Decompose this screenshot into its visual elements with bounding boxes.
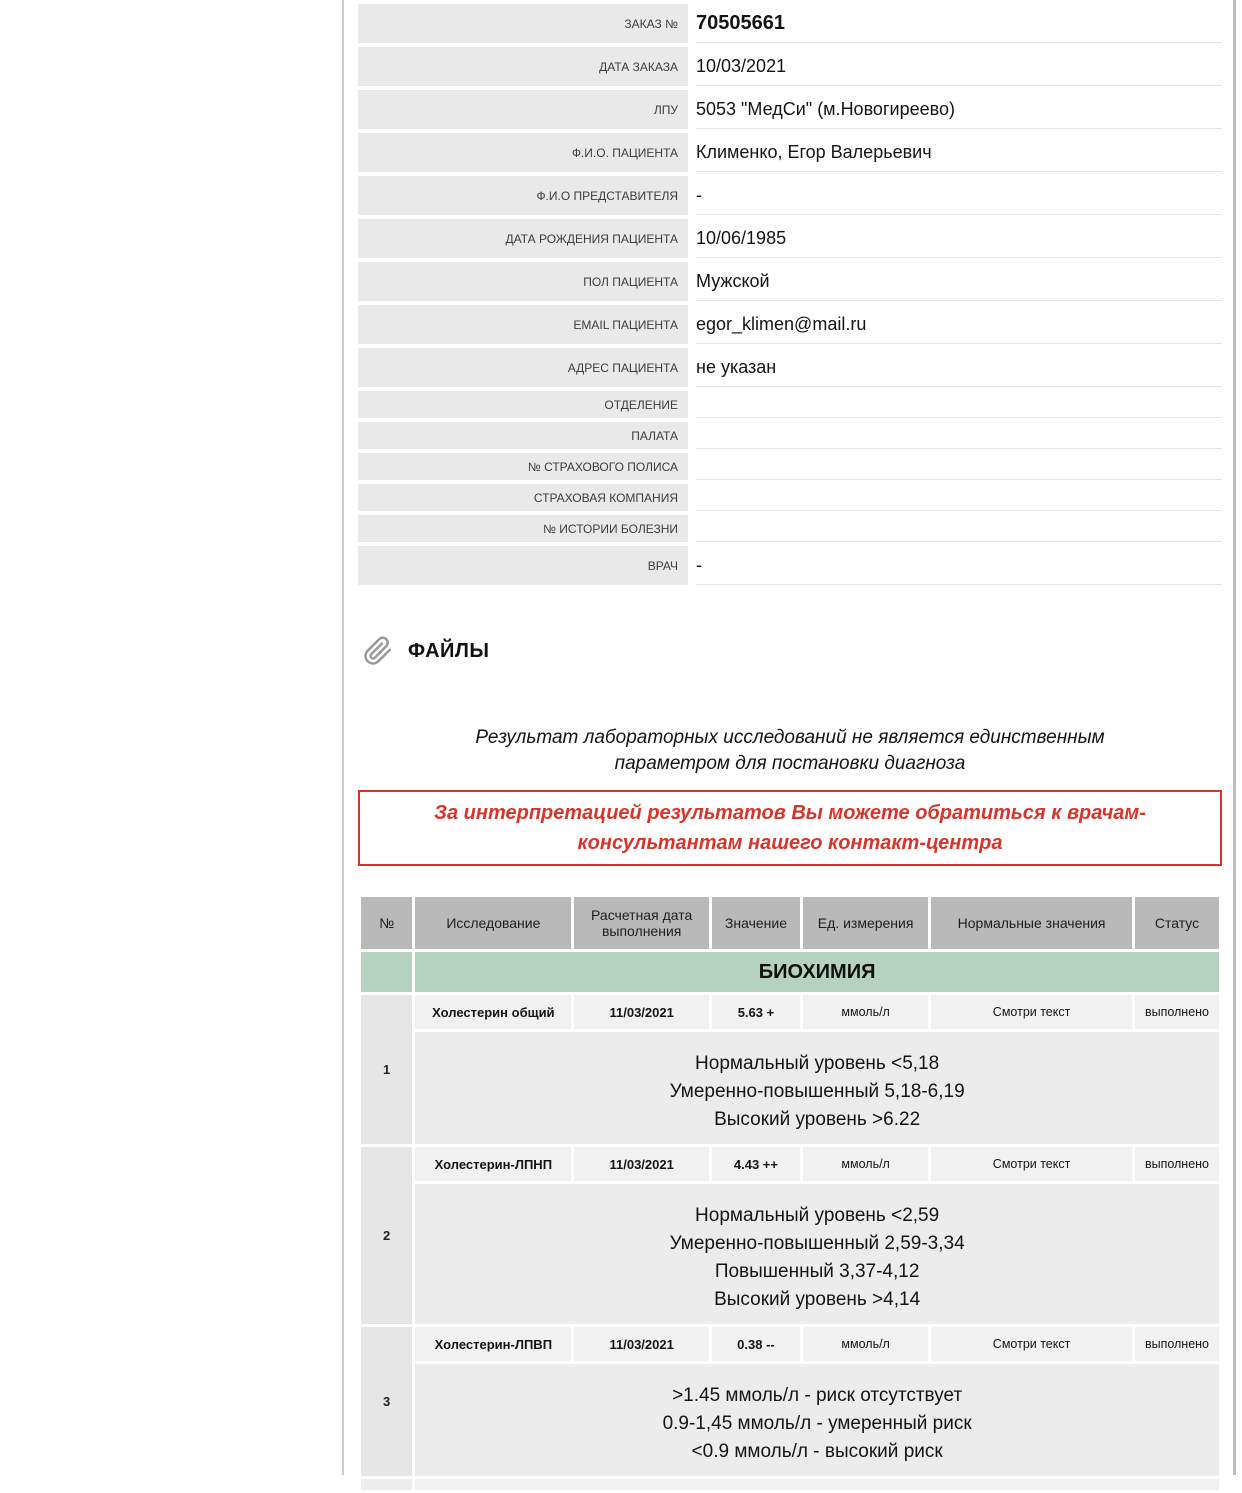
info-row (358, 484, 1222, 511)
test-unit-cell: ммоль/л (803, 1327, 928, 1361)
info-label: EMAIL ПАЦИЕНТА (358, 305, 688, 344)
info-row (358, 391, 1222, 418)
test-normal-cell: Смотри текст (931, 995, 1132, 1029)
info-row (358, 133, 1222, 172)
test-detail-text: >1.45 ммоль/л - риск отсутствует (672, 1385, 963, 1407)
info-row (358, 305, 1222, 344)
info-row (358, 90, 1222, 129)
info-value: egor_klimen@mail.ru (696, 305, 1222, 344)
test-value-cell: 5.63 + (712, 995, 800, 1029)
test-detail-row (361, 1032, 1219, 1144)
test-normal-cell: Смотри текст (931, 1147, 1132, 1181)
test-detail-text: Повышенный 3,37-4,12 (714, 1261, 920, 1283)
files-section-title: ФАЙЛЫ (408, 639, 490, 662)
info-value (696, 453, 1222, 480)
interpretation-warning-box (358, 790, 1222, 866)
test-detail-cell (415, 1184, 1219, 1324)
info-row (358, 4, 1222, 43)
info-label: ЛПУ (358, 90, 688, 129)
info-row (358, 47, 1222, 86)
column-header-3: Расчетная дата выполнения (574, 897, 708, 949)
info-label: ПОЛ ПАЦИЕНТА (358, 262, 688, 301)
info-row (358, 219, 1222, 258)
test-number-cell: 3 (361, 1327, 412, 1476)
info-label: СТРАХОВАЯ КОМПАНИЯ (358, 484, 688, 511)
section-header-row (361, 952, 1219, 992)
info-value: 10/03/2021 (696, 47, 1222, 86)
test-detail-row (361, 1364, 1219, 1476)
disclaimer-text (358, 725, 1222, 776)
info-row (358, 422, 1222, 449)
patient-info-table (358, 4, 1222, 585)
info-label: ПАЛАТА (358, 422, 688, 449)
test-detail-text: Нормальный уровень <2,59 (695, 1205, 940, 1227)
info-label: ДАТА РОЖДЕНИЯ ПАЦИЕНТА (358, 219, 688, 258)
info-row (358, 348, 1222, 387)
test-number-cell: 2 (361, 1147, 412, 1324)
column-header-2: Исследование (415, 897, 571, 949)
info-label: ДАТА ЗАКАЗА (358, 47, 688, 86)
disclaimer-line: параметром для постановки диагноза (614, 752, 966, 774)
info-value (696, 484, 1222, 511)
info-row (358, 262, 1222, 301)
info-value: - (696, 546, 1222, 585)
info-value (696, 391, 1222, 418)
test-detail-text: Высокий уровень >4,14 (714, 1289, 921, 1311)
test-value-cell: 0.38 -- (712, 1327, 800, 1361)
column-header-5: Ед. измерения (803, 897, 928, 949)
info-value: - (696, 176, 1222, 215)
info-value: 5053 "МедСи" (м.Новогиреево) (696, 90, 1222, 129)
section-header-num-cell (361, 952, 412, 992)
test-number-cell: 1 (361, 995, 412, 1144)
disclaimer-line: Результат лабораторных исследований не является единственным (475, 727, 1105, 748)
results-table (358, 894, 1222, 1493)
test-value-cell: 4.43 ++ (712, 1147, 800, 1181)
test-detail-cell (415, 1032, 1219, 1144)
column-header-1: № (361, 897, 412, 949)
info-row (358, 453, 1222, 480)
test-detail-text: 0.9-1,45 ммоль/л - умеренный риск (662, 1413, 972, 1435)
test-date-cell: 11/03/2021 (574, 1327, 708, 1361)
info-value (696, 422, 1222, 449)
test-status-cell: выполнено (1135, 1147, 1219, 1181)
info-value: 70505661 (696, 4, 1222, 43)
test-row (361, 1147, 1219, 1181)
info-value: не указан (696, 348, 1222, 387)
test-status-cell: выполнено (1135, 1327, 1219, 1361)
test-row (361, 995, 1219, 1029)
info-value: Клименко, Егор Валерьевич (696, 133, 1222, 172)
test-date-cell: 11/03/2021 (574, 1147, 708, 1181)
page-left-border (342, 0, 344, 1475)
test-unit-cell: ммоль/л (803, 995, 928, 1029)
info-row (358, 176, 1222, 215)
test-detail-text: <0.9 ммоль/л - высокий риск (691, 1441, 943, 1463)
test-name-cell: Холестерин общий (415, 995, 571, 1029)
test-unit-cell: ммоль/л (803, 1147, 928, 1181)
info-label: Ф.И.О. ПАЦИЕНТА (358, 133, 688, 172)
column-header-6: Нормальные значения (931, 897, 1132, 949)
info-label: ВРАЧ (358, 546, 688, 585)
section-title: БИОХИМИЯ (758, 960, 876, 983)
column-header-7: Статус (1135, 897, 1219, 949)
test-date-cell: 11/03/2021 (574, 995, 708, 1029)
paperclip-icon (363, 636, 393, 666)
test-detail-text: Умеренно-повышенный 2,59-3,34 (669, 1233, 965, 1255)
test-row (361, 1327, 1219, 1361)
column-header-4: Значение (712, 897, 800, 949)
test-detail-text: Высокий уровень >6.22 (714, 1109, 921, 1131)
test-status-cell: выполнено (1135, 995, 1219, 1029)
next-row-partial (361, 1479, 1219, 1490)
test-detail-text: Умеренно-повышенный 5,18-6,19 (669, 1081, 965, 1103)
info-label: ОТДЕЛЕНИЕ (358, 391, 688, 418)
next-row-number-cell (361, 1479, 412, 1490)
section-header-biochemistry (415, 952, 1219, 992)
files-section-header (363, 635, 1222, 667)
test-normal-cell: Смотри текст (931, 1327, 1132, 1361)
next-row-cells (415, 1479, 1219, 1490)
scrollbar[interactable] (1233, 0, 1236, 1475)
test-name-cell: Холестерин-ЛПВП (415, 1327, 571, 1361)
results-header-row (361, 897, 1219, 949)
warning-line: За интерпретацией результатов Вы можете обратиться к врачам- (434, 802, 1146, 825)
info-label: Ф.И.О ПРЕДСТАВИТЕЛЯ (358, 176, 688, 215)
info-value (696, 515, 1222, 542)
test-detail-text: Нормальный уровень <5,18 (695, 1053, 940, 1075)
info-row (358, 515, 1222, 542)
info-value: 10/06/1985 (696, 219, 1222, 258)
info-label: № ИСТОРИИ БОЛЕЗНИ (358, 515, 688, 542)
info-label: ЗАКАЗ № (358, 4, 688, 43)
info-label: АДРЕС ПАЦИЕНТА (358, 348, 688, 387)
info-row (358, 546, 1222, 585)
warning-line: консультантам нашего контакт-центра (577, 832, 1003, 855)
info-label: № СТРАХОВОГО ПОЛИСА (358, 453, 688, 480)
test-detail-row (361, 1184, 1219, 1324)
report-content (358, 4, 1222, 1493)
test-detail-cell (415, 1364, 1219, 1476)
info-value: Мужской (696, 262, 1222, 301)
test-name-cell: Холестерин-ЛПНП (415, 1147, 571, 1181)
